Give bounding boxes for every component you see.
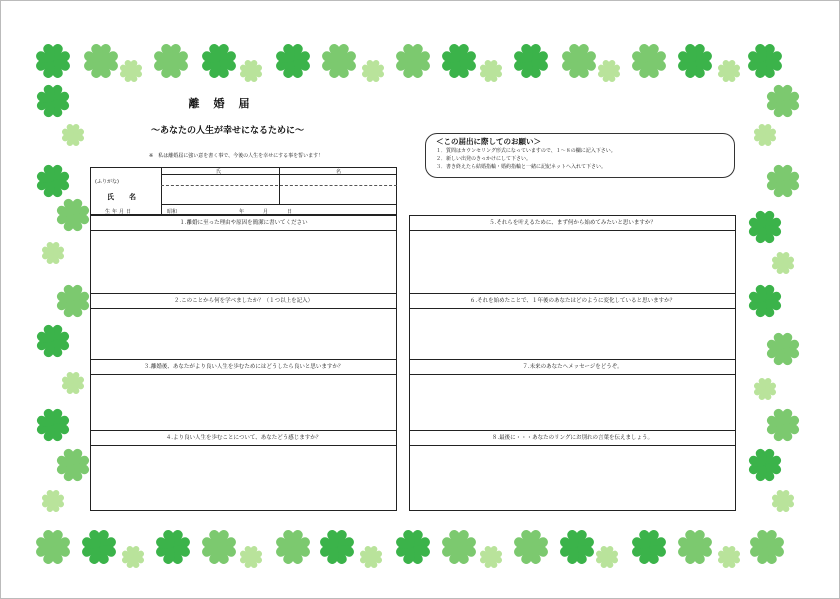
clover-icon (319, 41, 359, 81)
question-header: ３.離婚後、あなたがより良い人生を歩むためにはどうしたら良いと思いますか？ (91, 360, 396, 375)
clover-icon (81, 41, 121, 81)
answer-area-1[interactable] (91, 231, 396, 294)
answer-area-6[interactable] (410, 309, 735, 360)
clover-icon (34, 82, 72, 120)
clover-icon (596, 58, 622, 84)
clover-icon (54, 196, 92, 234)
furigana-label: (ふりがな) (95, 179, 119, 185)
answer-area-5[interactable] (410, 231, 735, 294)
clover-icon (511, 527, 551, 567)
clover-icon (764, 162, 802, 200)
clover-icon (358, 544, 384, 570)
clover-icon (770, 250, 796, 276)
clover-icon (199, 527, 239, 567)
birth-line (161, 204, 397, 205)
request-item: ２．新しい出発のきっかけにして下さい。 (436, 156, 532, 162)
question-header: ４.より良い人生を歩むことについて、あなたどう感じますか？ (91, 431, 396, 446)
clover-icon (34, 162, 72, 200)
clover-icon (746, 282, 784, 320)
question-header: ７.未来のあなたへメッセージをどうぞ。 (410, 360, 735, 375)
birth-label: 生年月日 (105, 209, 134, 215)
clover-icon (770, 488, 796, 514)
request-title: ＜この届出に際してのお願い＞ (436, 137, 541, 146)
name-divider (279, 168, 280, 204)
clover-icon (40, 488, 66, 514)
clover-icon (40, 240, 66, 266)
question-header: ６.それを始めたことで、１年後のあなたはどのように変化していると思いますか？ (410, 294, 735, 309)
first-name-label: 名 (336, 169, 342, 175)
year-label: 年 (239, 209, 245, 215)
question-header: ５.それらを叶えるために、まず何から始めてみたいと思いますか？ (410, 216, 735, 231)
clover-icon (559, 41, 599, 81)
clover-icon (54, 446, 92, 484)
clover-icon (33, 41, 73, 81)
last-name-label: 氏 (216, 169, 222, 175)
request-item: １．質問はカウンセリング形式になっていますので、１～８の欄に記入下さい。 (436, 148, 616, 154)
era-label: 昭和 (167, 209, 178, 215)
clover-icon (675, 527, 715, 567)
clover-icon (746, 446, 784, 484)
questions-left (90, 215, 397, 511)
clover-icon (33, 527, 73, 567)
clover-icon (317, 527, 357, 567)
clover-icon (393, 41, 433, 81)
clover-icon (745, 41, 785, 81)
clover-icon (79, 527, 119, 567)
clover-icon (120, 544, 146, 570)
clover-icon (511, 41, 551, 81)
clover-icon (478, 544, 504, 570)
clover-icon (273, 41, 313, 81)
clover-icon (557, 527, 597, 567)
request-box (425, 133, 735, 178)
clover-icon (764, 406, 802, 444)
clover-icon (151, 41, 191, 81)
clover-icon (439, 527, 479, 567)
clover-icon (478, 58, 504, 84)
clover-icon (716, 58, 742, 84)
clover-icon (594, 544, 620, 570)
pledge-note: ※ 私は離婚届に強い意を書く事で、今後の人生を幸せにする事を誓います！ (149, 153, 324, 159)
signature-table (90, 167, 397, 215)
clover-icon (54, 282, 92, 320)
clover-icon (393, 527, 433, 567)
clover-icon (60, 122, 86, 148)
clover-icon (118, 58, 144, 84)
answer-area-7[interactable] (410, 375, 735, 431)
clover-icon (746, 208, 784, 246)
clover-icon (238, 58, 264, 84)
clover-icon (752, 122, 778, 148)
name-label: 氏 名 (107, 193, 140, 201)
question-header: １.離婚に至った理由や原因を簡潔に書いてください (91, 216, 396, 231)
document-title: 離婚届 (188, 97, 264, 110)
clover-icon (153, 527, 193, 567)
clover-icon (629, 41, 669, 81)
questions-right (409, 215, 736, 511)
clover-icon (60, 370, 86, 396)
document-subtitle: ～あなたの人生が幸せになるために～ (151, 126, 305, 136)
answer-area-3[interactable] (91, 375, 396, 431)
clover-icon (238, 544, 264, 570)
answer-area-8[interactable] (410, 446, 735, 514)
clover-icon (199, 41, 239, 81)
clover-icon (273, 527, 313, 567)
clover-icon (747, 527, 787, 567)
question-header: ２.このことから何を学べましたか？（１つ以上を記入） (91, 294, 396, 309)
clover-icon (764, 82, 802, 120)
answer-area-4[interactable] (91, 446, 396, 514)
answer-area-2[interactable] (91, 309, 396, 360)
day-label: 日 (287, 209, 293, 215)
clover-icon (34, 406, 72, 444)
clover-icon (752, 376, 778, 402)
clover-icon (360, 58, 386, 84)
question-header: ８.最後に・・・あなたのリングにお別れの言葉を伝えましょう。 (410, 431, 735, 446)
month-label: 月 (263, 209, 269, 215)
clover-icon (716, 544, 742, 570)
clover-icon (629, 527, 669, 567)
clover-icon (439, 41, 479, 81)
request-item: ３．書き終えたら結婚指輪・婚約指輪と一緒に記紀ネットへ入れて下さい。 (436, 164, 607, 170)
clover-icon (34, 322, 72, 360)
clover-icon (675, 41, 715, 81)
clover-icon (764, 330, 802, 368)
